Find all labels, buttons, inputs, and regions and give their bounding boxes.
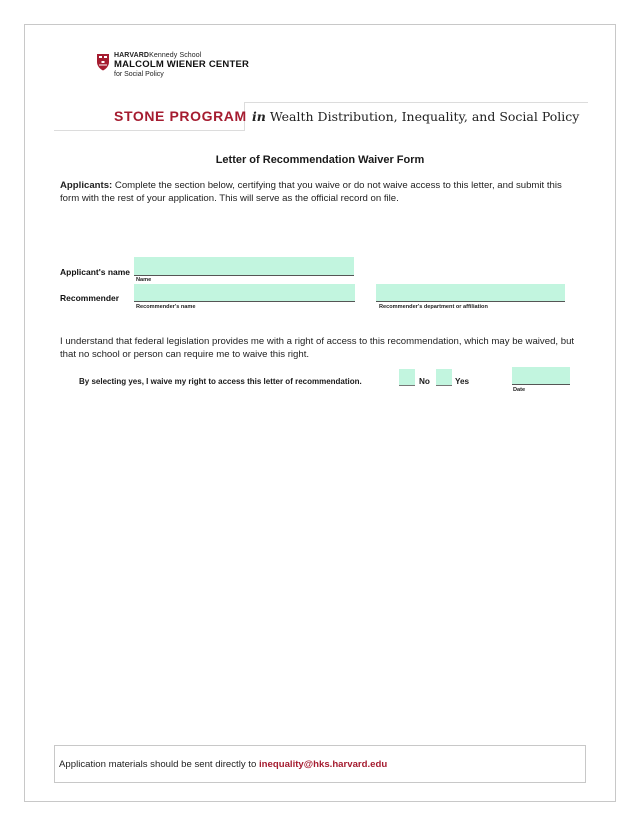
applicant-name-label: Applicant's name: [60, 267, 131, 277]
no-checkbox[interactable]: [399, 369, 415, 386]
footer-note: [59, 759, 387, 770]
recommender-name-caption: Recommender's name: [136, 304, 196, 310]
recommender-dept-field[interactable]: [376, 284, 565, 302]
yes-option-label: Yes: [455, 377, 470, 386]
legal-statement: I understand that federal legislation provides me with a right of access to this recommendation, which may be waived, but that no school or person can require me to waive this right.: [60, 336, 575, 360]
intro-paragraph: [60, 179, 570, 205]
hks-logo: [96, 52, 249, 79]
harvard-shield-icon: [96, 53, 110, 71]
program-subtitle: in Wealth Distribution, Inequality, and Social Policy: [252, 109, 580, 124]
banner-divider-bottom: [54, 130, 244, 131]
waive-statement: By selecting yes, I waive my right to access this letter of recommendation.: [79, 377, 362, 386]
applicant-name-caption: Name: [136, 277, 152, 283]
footer-text: Application materials should be sent directly to: [59, 759, 257, 770]
logo-tagline: for Social Policy: [114, 71, 164, 79]
banner-divider-top: [244, 102, 588, 103]
recommender-label: Recommender: [60, 293, 120, 303]
recommender-dept-caption: Recommender's department or affiliation: [379, 304, 488, 310]
applicant-name-field[interactable]: [134, 257, 354, 276]
no-option-label: No: [419, 377, 430, 386]
program-name: STONE PROGRAM: [114, 108, 247, 124]
recommender-name-field[interactable]: [134, 284, 355, 302]
footer-email-link[interactable]: inequality@hks.harvard.edu: [258, 759, 388, 770]
intro-body: Complete the section below, certifying that you waive or do not waive access to this letter, and submit this form with the rest of your application. This will serve as the official record on file.: [60, 180, 562, 204]
form-title: Letter of Recommendation Waiver Form: [215, 154, 425, 166]
logo-center-name: MALCOLM WIENER CENTER: [114, 59, 250, 71]
date-caption: Date: [513, 387, 526, 393]
page-border: [24, 24, 616, 802]
date-field[interactable]: [512, 367, 570, 385]
logo-school-name: HARVARDKennedy School: [114, 52, 202, 59]
intro-lead: Applicants:: [60, 180, 113, 191]
yes-checkbox[interactable]: [436, 369, 452, 386]
